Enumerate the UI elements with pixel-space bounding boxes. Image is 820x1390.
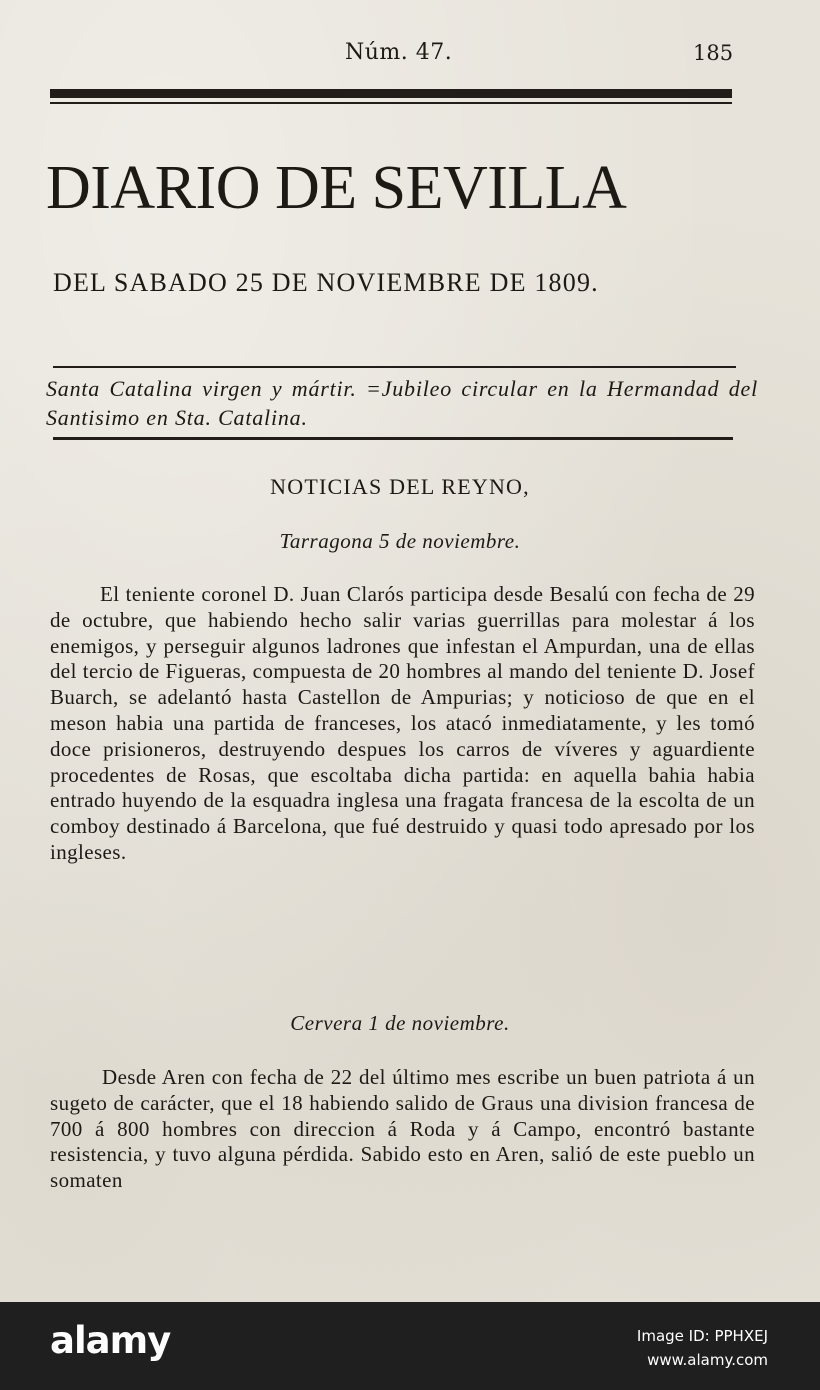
top-thick-rule	[50, 89, 732, 98]
article-1-dateline: Tarragona 5 de noviembre.	[279, 529, 521, 553]
alamy-logo: alamy	[50, 1319, 171, 1362]
section-heading: NOTICIAS DEL REYNO,	[270, 474, 530, 499]
saints-box-top-rule	[53, 366, 736, 368]
stock-footer	[0, 1302, 820, 1390]
page-number: 185	[693, 41, 734, 65]
stock-info	[637, 1324, 768, 1372]
article-2-body: Desde Aren con fecha de 22 del último mes escribe un buen patriota á un sugeto de carácter, que el 18 habiendo salido de Graus una division francesa de 700 á 800 hombres con direccion á Roda y á Campo, encontró bastante resistencia, y tuvo alguna pérdida. Sabido esto en Aren, salió de este pueblo un somaten	[50, 1065, 755, 1193]
top-thin-rule	[50, 102, 732, 104]
saints-of-the-day: Santa Catalina virgen y mártir. =Jubileo circular en la Hermandad del Santisimo en Sta. Catalina.	[46, 376, 758, 430]
site-url: www.alamy.com	[647, 1351, 768, 1369]
article-1-body: El teniente coronel D. Juan Clarós participa desde Besalú con fecha de 29 de octubre, que habiendo hecho salir varias guerrillas para molestar á los enemigos, y perseguir algunos ladrones que infestan el Ampurdan, una de ellas del tercio de Figueras, compuesta de 20 hombres al mando del teniente D. Josef Buarch, se adelantó hasta Castellon de Ampurias; y noticioso de que en el meson habia una partida de franceses, los atacó inmediatamente, y les tomó doce prisioneros, destruyendo despues los carros de víveres y aguardiente procedentes de Rosas, que escoltaba dicha partida: en aquella bahia habia entrado huyendo de la esquadra inglesa una fragata francesa de la escolta de un comboy destinado á Barcelona, que fué destruido y quasi todo apresado por los ingleses.	[50, 582, 755, 864]
saints-box-bottom-rule	[53, 437, 733, 440]
masthead-dateline: DEL SABADO 25 DE NOVIEMBRE DE 1809.	[53, 268, 599, 297]
image-id: Image ID: PPHXEJ	[636, 1327, 768, 1345]
masthead-title: DIARIO DE SEVILLA	[46, 154, 627, 222]
issue-number: Núm. 47.	[345, 40, 453, 65]
article-2-dateline: Cervera 1 de noviembre.	[290, 1011, 510, 1035]
